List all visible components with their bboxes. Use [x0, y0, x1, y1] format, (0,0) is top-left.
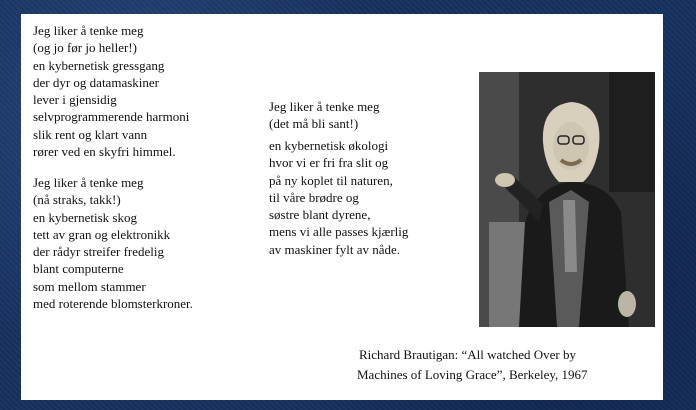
poem-line: blant computerne	[33, 261, 124, 277]
poem-line: en kybernetisk gressgang	[33, 57, 165, 73]
caption-line: Richard Brautigan: “All watched Over by	[359, 347, 576, 362]
poem-stanza-4	[269, 137, 408, 258]
poem-line: (det må bli sant!)	[269, 116, 359, 132]
poem-line: Jeg liker å tenke meg	[269, 99, 380, 114]
poem-line: (nå straks, takk!)	[33, 192, 121, 208]
poem-line: en kybernetisk skog	[33, 209, 137, 225]
poem-line: Jeg liker å tenke meg	[33, 175, 144, 190]
poem-line: tett av gran og elektronikk	[33, 226, 171, 242]
poem-line: der rådyr streifer fredelig	[33, 244, 165, 260]
poem-line: av maskiner fylt av nåde.	[269, 241, 401, 257]
slide-card	[21, 14, 663, 400]
poem-line: på ny koplet til naturen,	[269, 172, 393, 188]
poem-line: som mellom stammer	[33, 278, 146, 294]
poem-line: der dyr og datamaskiner	[33, 74, 159, 90]
poem-line: rører ved en skyfri himmel.	[33, 144, 176, 160]
poem-line: med roterende blomsterkroner.	[33, 296, 193, 312]
poem-line: Jeg liker å tenke meg	[33, 23, 144, 38]
portrait-illustration	[479, 72, 655, 327]
poem-stanza-3	[269, 98, 379, 133]
poem-line: hvor vi er fri fra slit og	[269, 155, 389, 171]
caption-line: Machines of Loving Grace”, Berkeley, 1967	[357, 367, 588, 382]
poem-line: en kybernetisk økologi	[269, 138, 389, 153]
poem-stanza-2	[33, 174, 193, 312]
poem-line: mens vi alle passes kjærlig	[269, 224, 409, 240]
poem-line: lever i gjensidig	[33, 92, 117, 108]
author-portrait-photo	[479, 72, 655, 327]
poem-line: til våre brødre og	[269, 189, 359, 205]
attribution-caption	[359, 345, 588, 385]
poem-stanza-1	[33, 22, 189, 160]
poem-line: selvprogrammerende harmoni	[33, 109, 190, 125]
poem-line: (og jo før jo heller!)	[33, 40, 137, 56]
poem-line: søstre blant dyrene,	[269, 207, 371, 223]
poem-line: slik rent og klart vann	[33, 126, 148, 142]
